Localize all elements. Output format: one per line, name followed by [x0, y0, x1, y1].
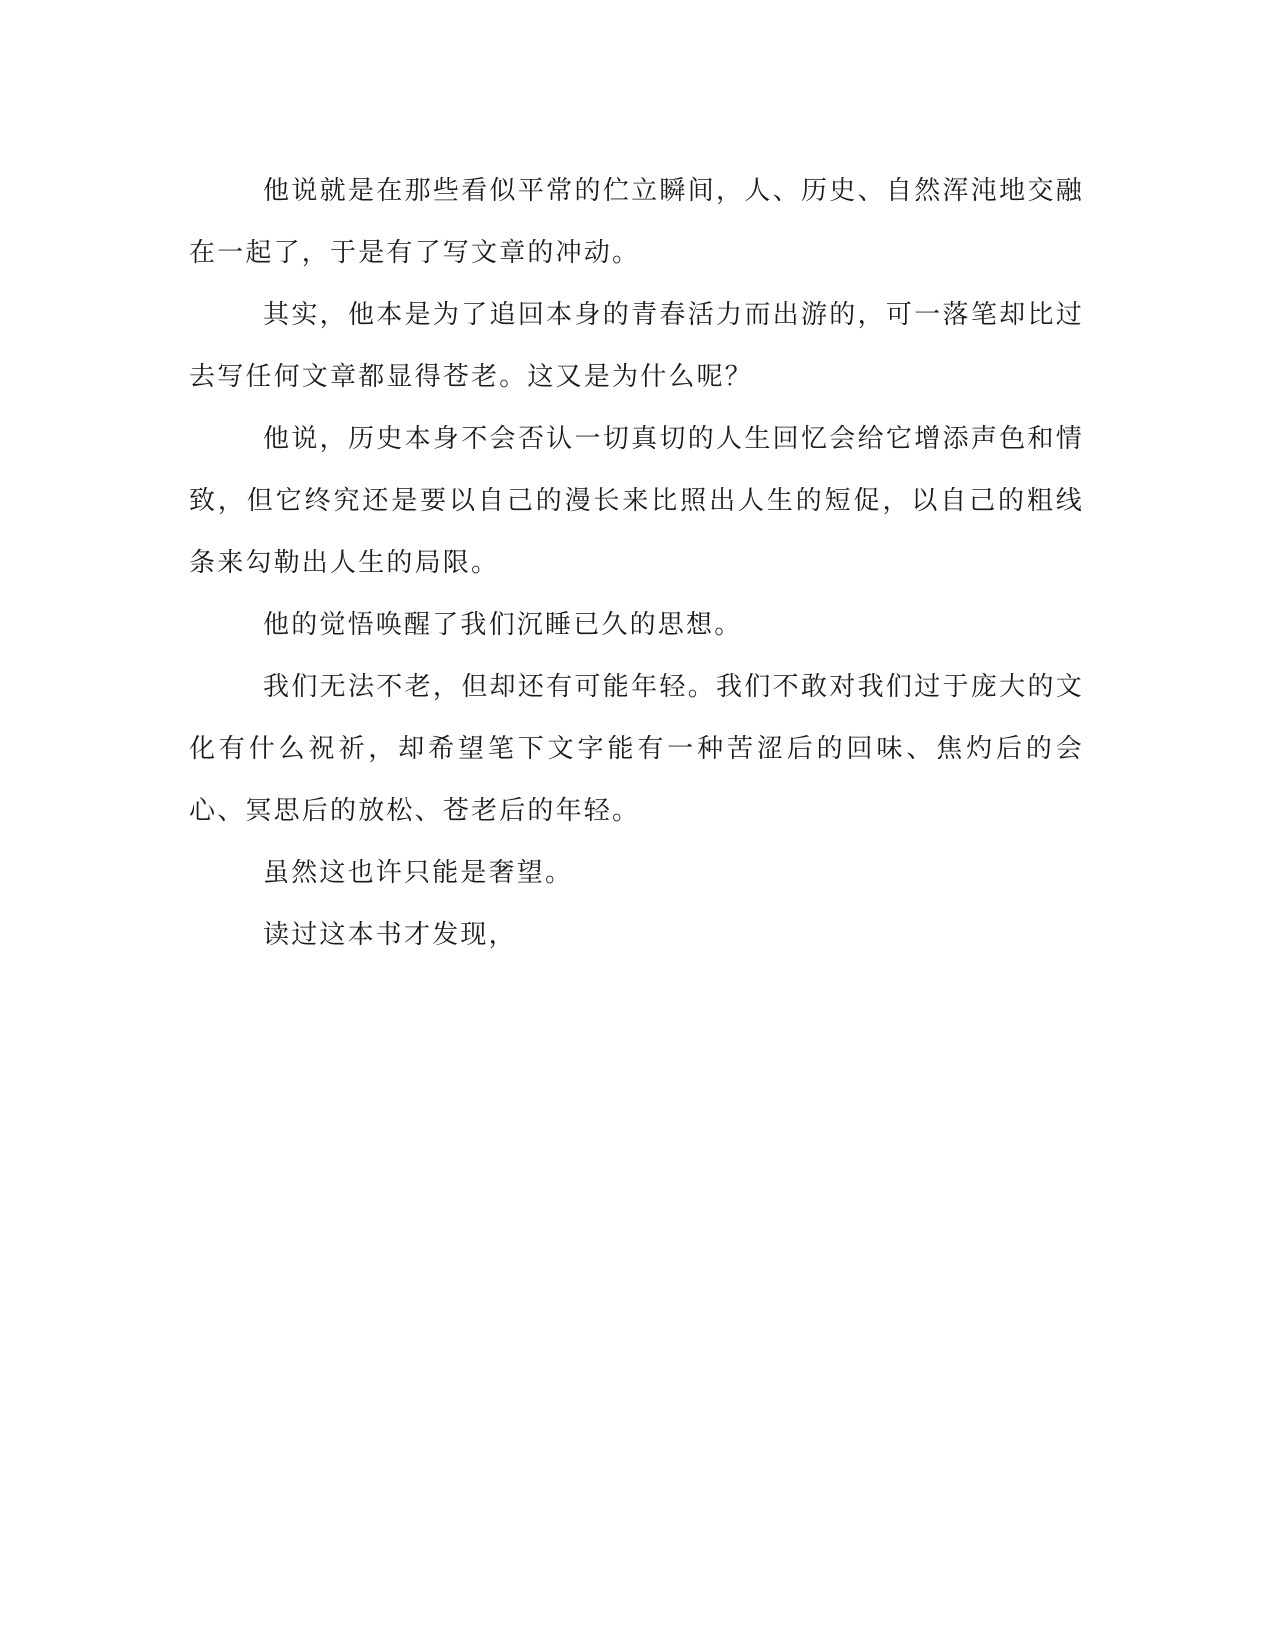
paragraph-1: 他说就是在那些看似平常的伫立瞬间，人、历史、自然浑沌地交融在一起了，于是有了写文章的冲动。: [189, 176, 1084, 268]
paragraph-2: 其实，他本是为了追回本身的青春活力而出游的，可一落笔却比过去写任何文章都显得苍老。这又是为什么呢？: [189, 300, 1084, 392]
paragraph-4: 他的觉悟唤醒了我们沉睡已久的思想。: [263, 610, 743, 640]
paragraph-3: 他说，历史本身不会否认一切真切的人生回忆会给它增添声色和情致，但它终究还是要以自己的漫长来比照出人生的短促，以自己的粗线条来勾勒出人生的局限。: [189, 424, 1084, 578]
document-body: [189, 160, 1084, 966]
paragraph-7: 读过这本书才发现，: [263, 920, 517, 950]
paragraph-6: 虽然这也许只能是奢望。: [263, 858, 574, 888]
paragraph-5: 我们无法不老，但却还有可能年轻。我们不敢对我们过于庞大的文化有什么祝祈，却希望笔下文字能有一种苦涩后的回味、焦灼后的会心、冥思后的放松、苍老后的年轻。: [189, 672, 1084, 826]
